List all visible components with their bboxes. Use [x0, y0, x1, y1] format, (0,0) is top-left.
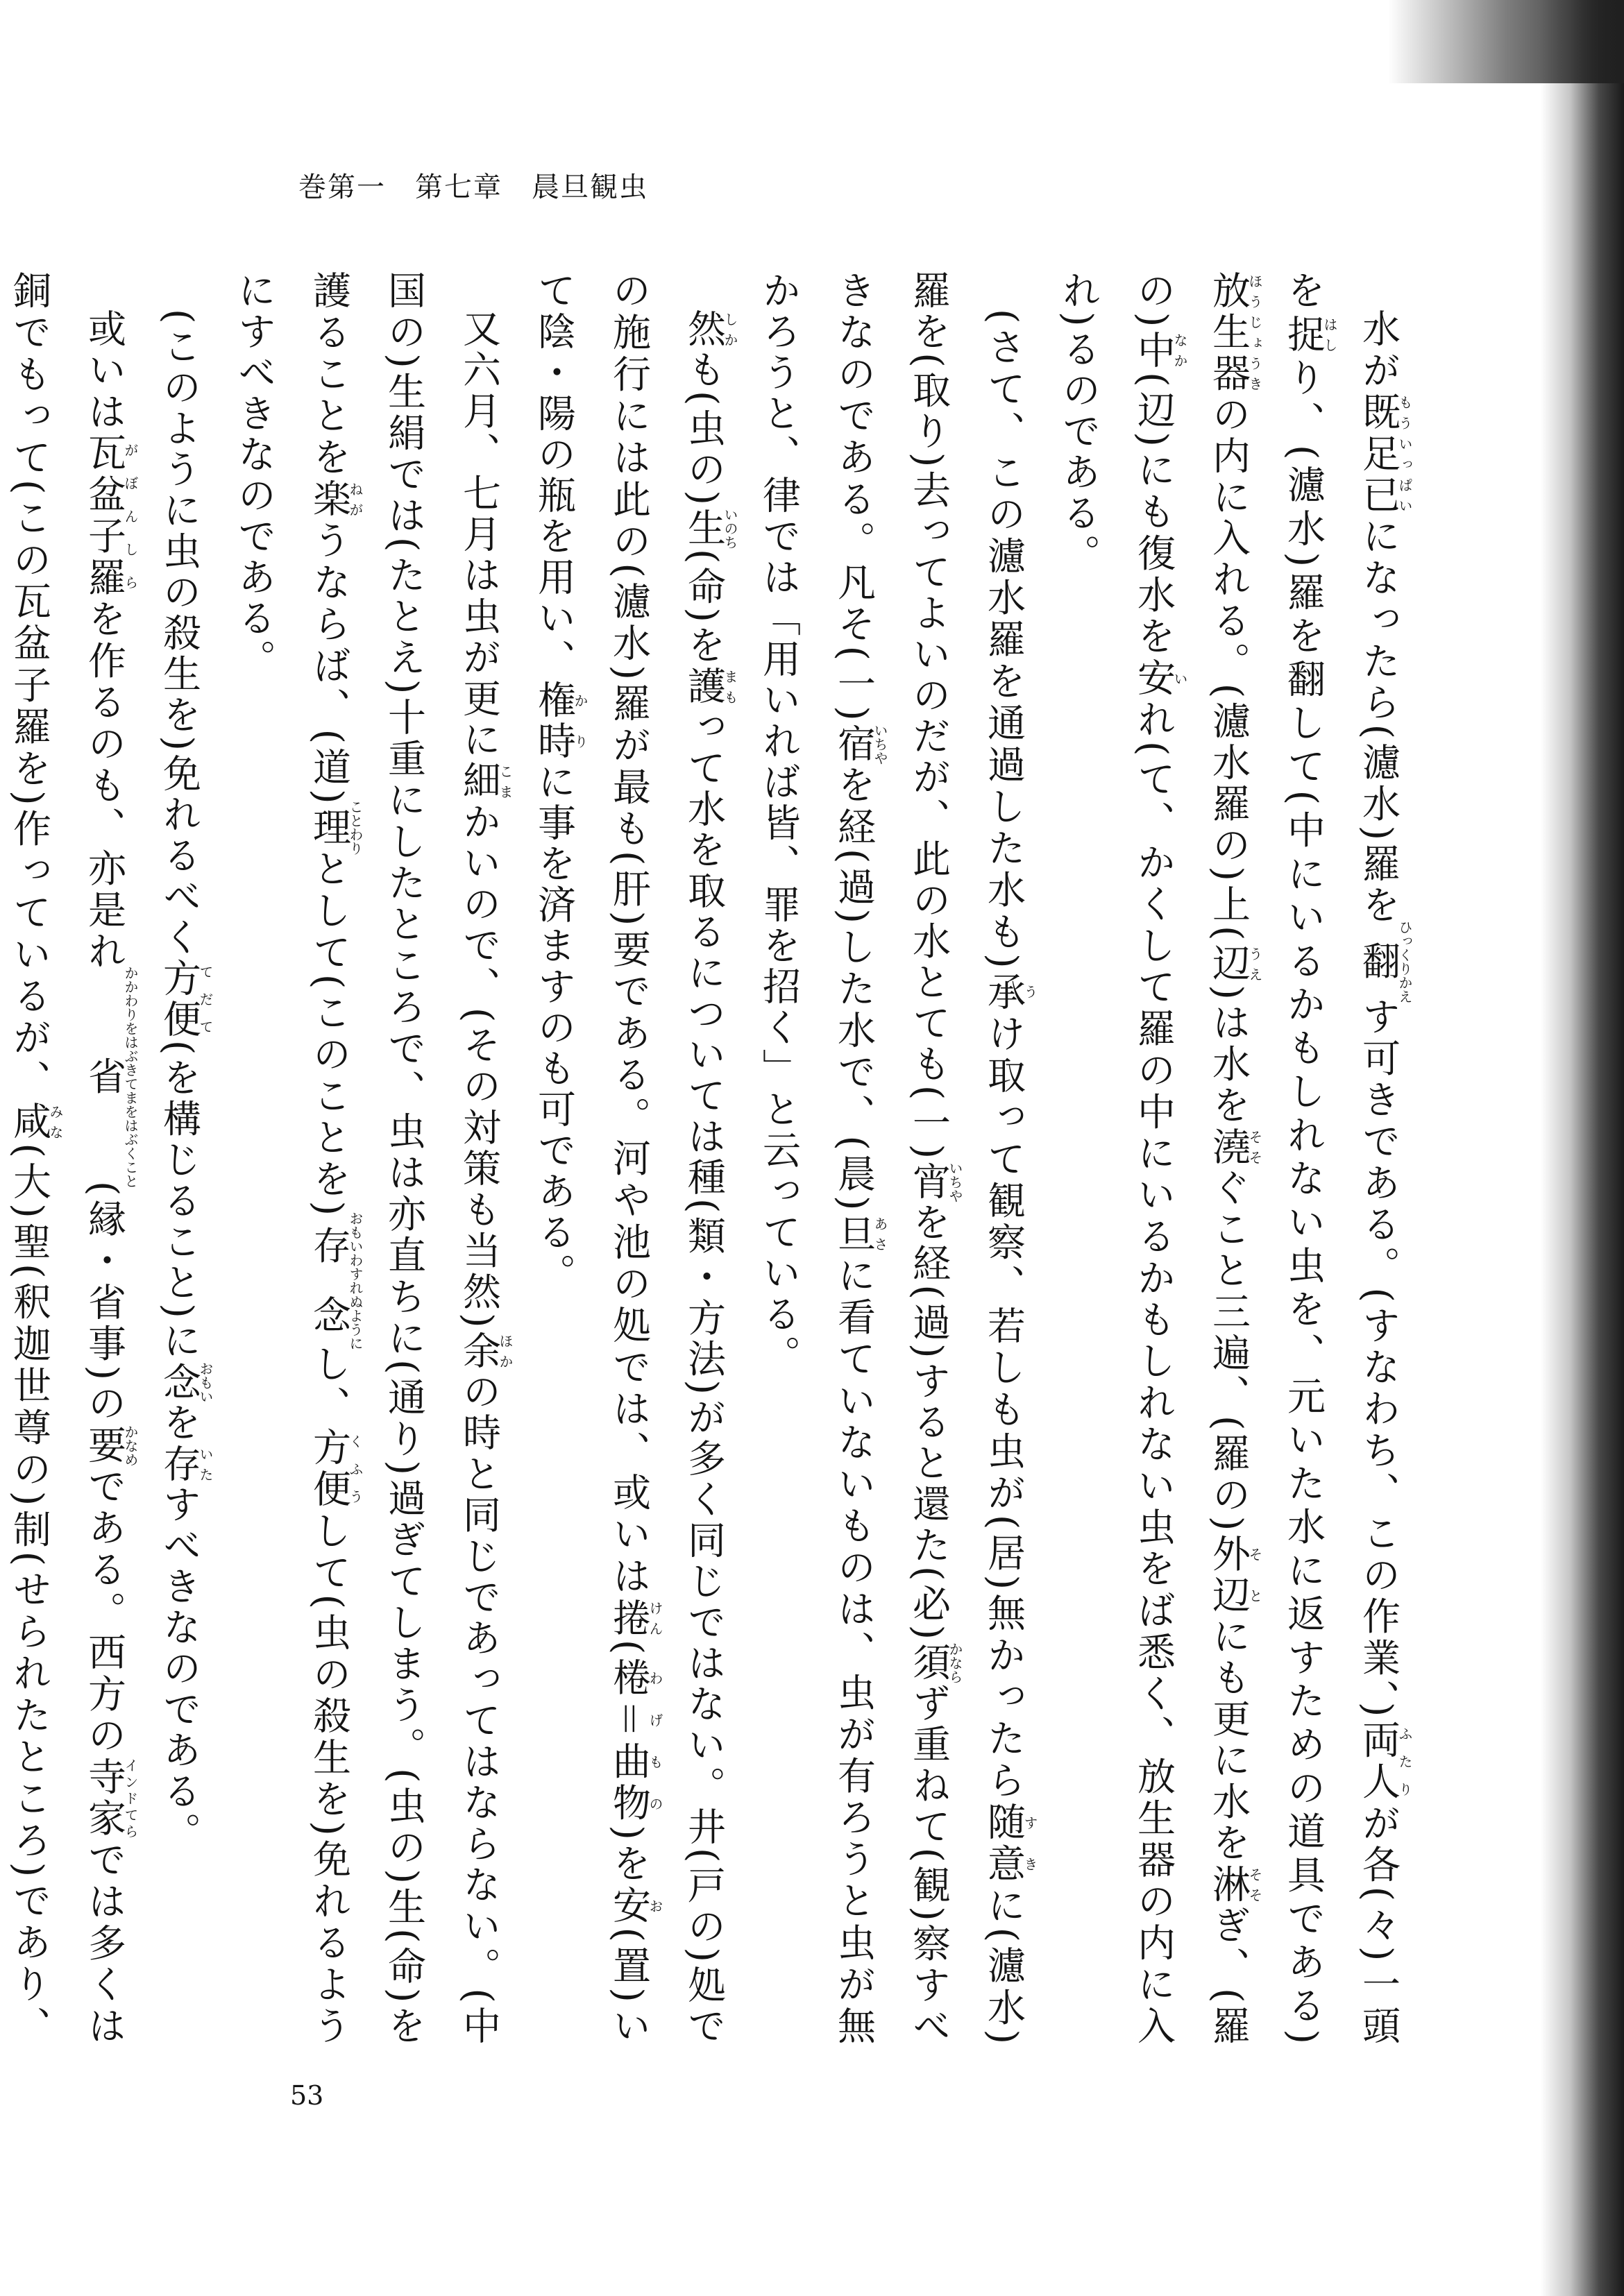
ruby-reading: う [1022, 971, 1038, 1012]
text-run: (このように虫の殺生を)免れるべく [157, 309, 201, 958]
ruby-reading: インドてら [122, 1757, 139, 1839]
ruby-word [82, 1425, 139, 1467]
ruby-base: 存 [157, 1443, 201, 1485]
ruby-reading: しか [722, 309, 738, 350]
text-run: に(濾水)羅を(取り)去ってよいのだが、此の水とても(一) [906, 271, 1026, 2048]
ruby-reading: おもい [197, 1361, 214, 1404]
ruby-reading: お [647, 1885, 663, 1927]
ruby-base: 安 [1131, 658, 1176, 700]
text-run: して(虫の殺生を)免れるようにすべきなのである。 [232, 271, 351, 2048]
text-run: (を構じること)に [157, 1039, 201, 1362]
text-run: (大)聖(釈迦世尊の)制(せられたところ)であり、 [7, 1143, 51, 2048]
text-run: になったら(濾水)羅を [1356, 516, 1401, 927]
text-run: である。西方の [82, 1465, 126, 1758]
body-text [7, 271, 1416, 2048]
paragraph [217, 271, 516, 2047]
text-run: す可きである。(すなわち、この作業、) [1356, 996, 1401, 1720]
ruby-word [157, 1361, 214, 1404]
text-run: に看ていないものは、虫が有ろうと虫が無かろうと、律では「用いれば皆、罪を招く」と云っている。 [756, 271, 876, 2048]
text-run: け取って観察、若しも虫が(居)無かったら [981, 1013, 1026, 1803]
ruby-reading: かなめ [122, 1425, 139, 1467]
ruby-base: 理 [307, 799, 351, 856]
ruby-base: 存念 [307, 1211, 351, 1351]
ruby-base: 翻 [1356, 919, 1401, 1003]
ruby-base: 要 [82, 1425, 126, 1467]
ruby-base: 辺 [1206, 943, 1251, 985]
ruby-word [607, 1885, 663, 1928]
ruby-reading: かかわりをはぶきてまをはぶくこと [122, 966, 139, 1189]
ruby-base: 両人 [1356, 1719, 1401, 1803]
text-run: を経(過)すると還た(必) [906, 1202, 951, 1643]
ruby-reading: そそ [1246, 1126, 1263, 1168]
text-run: ぐこと三遍、(羅の) [1206, 1168, 1251, 1534]
ruby-word [1131, 330, 1188, 373]
text-run: に事を済ますのも可である。 [532, 762, 576, 1294]
scan-corner-shadow [1388, 0, 1624, 83]
ruby-word [682, 665, 738, 707]
ruby-reading: い [1172, 658, 1188, 699]
ruby-base: 宿 [831, 723, 876, 765]
page-number: 53 [290, 2080, 324, 2111]
ruby-reading: ひっくりかえ [1396, 919, 1413, 1003]
ruby-reading: そそ [1246, 1864, 1263, 1905]
paragraph [741, 271, 1041, 2047]
ruby-base: 放生器 [1206, 271, 1251, 395]
ruby-reading: みな [47, 1101, 64, 1143]
ruby-base: 省 [82, 966, 126, 1189]
ruby-word [1356, 391, 1413, 517]
ruby-base: 咸 [7, 1101, 51, 1143]
text-run: って水を取るについては種(類・方法)が多く同じではない。井(戸の)処での施行には此の(濾水)羅が最も(肝)要である。河や池の処では、或いは [607, 271, 726, 2048]
ruby-word [532, 680, 589, 762]
ruby-reading: うえ [1246, 943, 1263, 985]
text-run: の内に入れる。(濾水羅の)上( [1206, 394, 1251, 944]
text-run: り、(濾水)羅を翻して(中にいるかもしれない虫を、元いた水に返すための道具である) [1281, 357, 1326, 2048]
ruby-reading: はし [1321, 314, 1338, 355]
ruby-word [682, 507, 738, 550]
ruby-word [1131, 658, 1188, 700]
text-run: ( [607, 1639, 651, 1658]
ruby-base: 方便 [157, 958, 201, 1040]
text-run: ず重ねて(観)察すべきなのである。凡そ(一) [831, 271, 951, 2047]
text-run: し、 [307, 1343, 351, 1428]
ruby-word [906, 1642, 963, 1684]
ruby-base: 棬＝曲物 [607, 1657, 651, 1826]
ruby-reading: こま [497, 760, 514, 802]
ruby-base: 然 [682, 309, 726, 350]
ruby-reading: まも [722, 665, 738, 707]
ruby-word [307, 1211, 364, 1351]
ruby-reading: ことわり [347, 799, 364, 856]
ruby-reading: あさ [872, 1213, 888, 1255]
ruby-word [157, 958, 214, 1040]
ruby-reading: いた [197, 1443, 214, 1485]
ruby-reading: ほうじょうき [1246, 271, 1263, 394]
paragraph [142, 271, 217, 2047]
ruby-base: 随意 [981, 1802, 1026, 1886]
text-run: にも更に水を [1206, 1616, 1251, 1864]
ruby-word [82, 1757, 139, 1840]
ruby-base: 外辺 [1206, 1533, 1251, 1617]
paragraph [516, 271, 741, 2047]
ruby-base: 既足已 [1356, 391, 1401, 517]
text-run: ぎ、(羅の) [1131, 271, 1251, 2048]
scan-edge-shadow [1541, 0, 1624, 2296]
text-run: を作るのも、亦是れ [82, 599, 126, 973]
ruby-base: 瓦盆子羅 [82, 433, 126, 599]
ruby-word [607, 1597, 663, 1640]
ruby-base: 旦 [831, 1213, 876, 1256]
ruby-word [607, 1657, 663, 1826]
ruby-reading: かなら [947, 1642, 963, 1684]
ruby-word [1356, 919, 1413, 1003]
ruby-word [831, 1213, 888, 1256]
text-run: を [157, 1402, 201, 1444]
text-run: 又六月、七月は虫が更に [457, 309, 501, 761]
ruby-word [1206, 1126, 1263, 1168]
ruby-base: 権時 [532, 680, 576, 762]
text-run: (命)を [682, 548, 726, 666]
ruby-base: 捲 [607, 1597, 651, 1640]
text-run: (辺)にも復水を [1131, 372, 1176, 658]
ruby-reading: すき [1022, 1802, 1038, 1885]
ruby-word [1356, 1719, 1413, 1803]
ruby-word [906, 1161, 963, 1203]
text-run: では多くは銅でもって(この瓦盆子羅を)作っているが、 [7, 271, 126, 2048]
ruby-word [981, 971, 1038, 1014]
ruby-reading: もういっぱい [1396, 391, 1413, 516]
text-run: 或いは [82, 309, 126, 434]
ruby-base: 寺家 [82, 1757, 126, 1840]
ruby-reading: なか [1172, 330, 1188, 371]
ruby-base: 中 [1131, 330, 1176, 373]
ruby-base: 楽 [307, 479, 351, 521]
text-run: かいので、(その対策も当然) [457, 801, 501, 1331]
ruby-word [307, 1427, 364, 1511]
paragraph [1041, 271, 1416, 2047]
text-run: (さて、この濾水羅を通過した水も) [981, 309, 1026, 971]
ruby-base: 須 [906, 1642, 951, 1684]
ruby-word [1206, 943, 1263, 985]
text-run: )は水を [1206, 985, 1251, 1127]
ruby-reading: ほか [497, 1330, 514, 1372]
running-head: 巻第一 第七章 晨旦観虫 [298, 171, 648, 203]
ruby-base: 捉 [1281, 314, 1326, 358]
ruby-word [1206, 1533, 1263, 1617]
text-run: の時と同じであってはならない。(中国の)生絹では(たとえ)十重にしたところで、虫は亦直ちに(通り)過ぎてしまう。(虫の)生(命)を護ることを [307, 271, 501, 2048]
ruby-base: 念 [157, 1361, 201, 1404]
text-run: れ(て、かくして羅の中にいるかもしれない虫をば悉く、放生器の内に入れ)るのである。 [1056, 271, 1176, 2048]
ruby-reading: かり [572, 680, 589, 762]
text-run: が各(々)一頭を [1281, 271, 1401, 2048]
ruby-base: 安 [607, 1885, 651, 1928]
text-run: )を [607, 1825, 651, 1886]
ruby-word [1281, 314, 1338, 358]
ruby-base: 澆 [1206, 1126, 1251, 1168]
text-run: うならば、(道) [307, 520, 351, 807]
ruby-base: 細 [457, 760, 501, 802]
ruby-reading: ねが [347, 479, 364, 520]
paragraph [0, 271, 142, 2047]
ruby-reading: おもいわすれぬように [347, 1211, 364, 1351]
ruby-word [831, 723, 888, 765]
ruby-word [82, 433, 139, 599]
ruby-reading: いのち [722, 507, 738, 550]
ruby-reading: がぼんしら [122, 433, 139, 599]
ruby-word [157, 1443, 214, 1485]
text-run: (縁・省事)の [82, 1181, 126, 1425]
ruby-reading: いちや [947, 1161, 963, 1203]
ruby-word [981, 1802, 1038, 1886]
ruby-base: 承 [981, 971, 1026, 1014]
text-run: 水が [1356, 309, 1401, 392]
ruby-reading: けん [647, 1597, 663, 1639]
ruby-base: 淋 [1206, 1864, 1251, 1906]
ruby-reading: くふう [347, 1427, 364, 1511]
ruby-word [307, 479, 364, 521]
ruby-word [1206, 1864, 1263, 1906]
ruby-reading: わげもの [647, 1657, 663, 1825]
ruby-base: 方便 [307, 1427, 351, 1511]
ruby-word [457, 760, 514, 802]
ruby-word [82, 966, 139, 1189]
ruby-base: 宵 [906, 1161, 951, 1203]
ruby-reading: ふたり [1396, 1719, 1413, 1803]
ruby-base: 護 [682, 665, 726, 707]
ruby-word [307, 799, 364, 856]
text-run: すべきなのである。 [157, 1484, 201, 1853]
ruby-word [1206, 271, 1263, 395]
ruby-reading: てだて [197, 958, 214, 1040]
text-run: も(虫の) [682, 350, 726, 508]
ruby-word [682, 309, 738, 350]
ruby-reading: そと [1246, 1533, 1263, 1617]
text-run: (置)いて陰・陽の瓶を用い、 [532, 271, 651, 2047]
ruby-word [457, 1330, 514, 1372]
ruby-word [7, 1101, 64, 1143]
text-run: として(このことを) [307, 848, 351, 1219]
ruby-base: 生 [682, 507, 726, 550]
ruby-reading: いちや [872, 723, 888, 765]
text-run: を経(過)した水で、(晨) [831, 764, 876, 1214]
ruby-base: 余 [457, 1330, 501, 1372]
